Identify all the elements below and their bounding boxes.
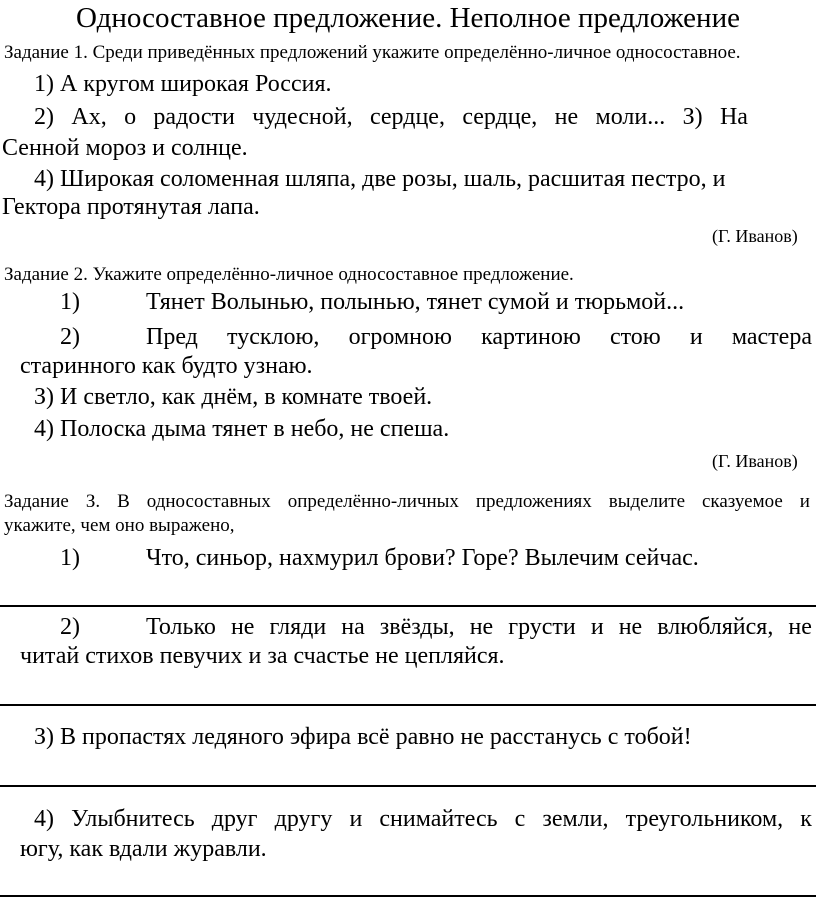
answer-line-1: [0, 605, 816, 607]
task3-heading-line2: укажите, чем оно выражено,: [4, 515, 235, 536]
word: радости: [153, 104, 235, 130]
word: В: [117, 491, 130, 512]
word: односоставных: [146, 491, 271, 512]
word: моли...: [595, 104, 666, 130]
word: чудесной,: [252, 104, 353, 130]
task2-item2-line2: старинного как будто узнаю.: [20, 353, 313, 379]
word: Ах,: [71, 104, 107, 130]
task1-item3-line2: Гектора протянутая лапа.: [2, 194, 260, 220]
word: с: [514, 806, 526, 832]
word: сказуемое: [702, 491, 783, 512]
word: и: [689, 324, 703, 350]
word: друг: [211, 806, 258, 832]
word: Только: [146, 614, 216, 640]
word: не: [469, 614, 494, 640]
task1-item2-line1: [34, 104, 748, 131]
task3-item2-line2: читай стихов певучих и за счастье не цепляйся.: [20, 643, 505, 669]
task2-item3: З) И светло, как днём, в комнате твоей.: [34, 384, 433, 410]
word: мастера: [731, 324, 812, 350]
word: 4): [34, 806, 54, 832]
task2-item4: 4) Полоска дыма тянет в небо, не спеша.: [34, 416, 450, 442]
task3-item2-line1: [146, 614, 812, 641]
word: картиною: [481, 324, 581, 350]
task1-item2-line2: Сенной мороз и солнце.: [2, 135, 248, 161]
task2-heading: Задание 2. Укажите определённо-личное односоставное предложение.: [4, 264, 574, 285]
task3-item1-num: 1): [60, 545, 80, 571]
word: определённо-личных: [287, 491, 459, 512]
task3-item3: З) В пропастях ледяного эфира всё равно не расстанусь с тобой!: [34, 724, 692, 750]
word: влюбляйся,: [657, 614, 774, 640]
answer-line-4: [0, 895, 816, 897]
task2-author: (Г. Иванов): [712, 451, 798, 471]
word: Улыбнитесь: [71, 806, 195, 832]
task1-item3-line1: 4) Широкая соломенная шляпа, две розы, шаль, расшитая пестро, и: [34, 166, 726, 192]
word: стою: [609, 324, 661, 350]
word: Пред: [146, 324, 198, 350]
word: Задание: [4, 491, 69, 512]
word: и: [590, 614, 604, 640]
word: выделите: [608, 491, 686, 512]
page-title: Односоставное предложение. Неполное предложение: [76, 2, 740, 34]
task1-heading: Задание 1. Среди приведённых предложений укажите определённо-личное односоставное.: [4, 42, 741, 63]
word: грусти: [508, 614, 576, 640]
word: и: [349, 806, 363, 832]
answer-line-3: [0, 785, 816, 787]
word: З): [682, 104, 703, 130]
task2-item1-num: 1): [60, 289, 80, 315]
word: гляди: [269, 614, 327, 640]
word: не: [230, 614, 255, 640]
task3-heading-line1: [4, 491, 810, 513]
word: сердце,: [369, 104, 445, 130]
word: снимайтесь: [379, 806, 498, 832]
word: к: [800, 806, 812, 832]
task2-item1-text: Тянет Волынью, полынью, тянет сумой и тюрьмой...: [146, 289, 685, 315]
word: не: [618, 614, 643, 640]
task2-item2-num: 2): [60, 324, 80, 350]
word: не: [554, 104, 579, 130]
word: о: [124, 104, 137, 130]
word: сердце,: [462, 104, 538, 130]
task2-item2-line1: [146, 324, 812, 351]
task3-item2-num: 2): [60, 614, 80, 640]
word: огромною: [348, 324, 452, 350]
task3-item4-line1: [34, 806, 812, 833]
task1-item1: 1) А кругом широкая Россия.: [34, 71, 332, 97]
task3-item4-line2: югу, как вдали журавли.: [20, 836, 267, 862]
word: тусклою,: [227, 324, 320, 350]
word: на: [341, 614, 365, 640]
task3-item1-text: Что, синьор, нахмурил брови? Горе? Вылечим сейчас.: [146, 545, 699, 571]
word: не: [788, 614, 812, 640]
word: 2): [34, 104, 54, 130]
word: звёзды,: [379, 614, 455, 640]
task1-author: (Г. Иванов): [712, 226, 798, 246]
answer-line-2: [0, 704, 816, 706]
word: предложениях: [475, 491, 592, 512]
word: На: [719, 104, 748, 130]
word: треугольником,: [625, 806, 784, 832]
word: и: [799, 491, 810, 512]
word: земли,: [542, 806, 609, 832]
word: другу: [274, 806, 333, 832]
word: З.: [85, 491, 101, 512]
